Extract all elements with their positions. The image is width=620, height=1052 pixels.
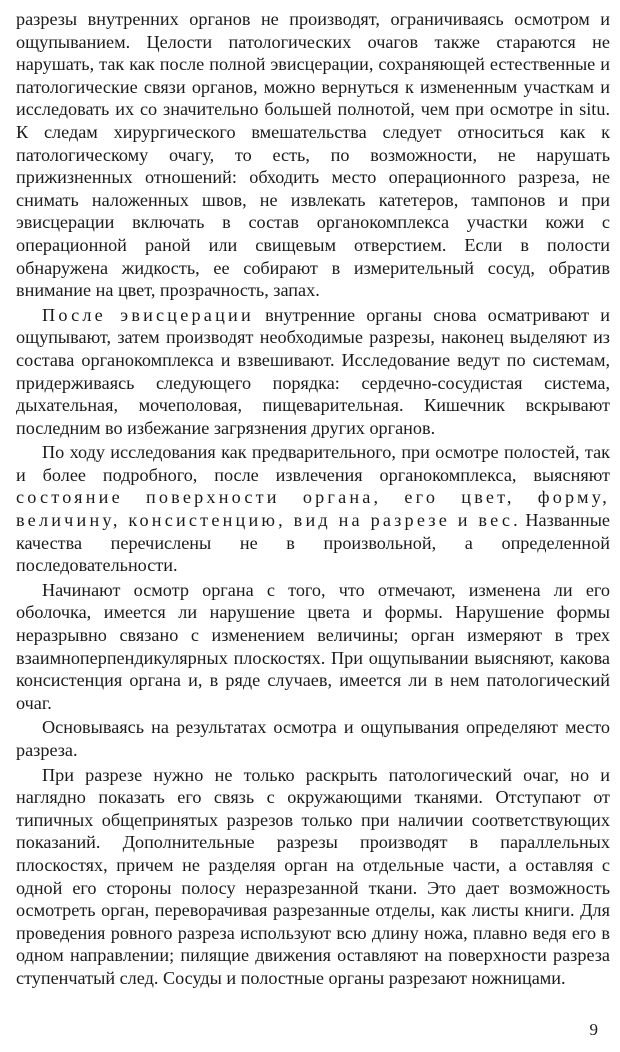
page-number: 9 <box>589 1020 598 1039</box>
paragraph <box>16 8 610 302</box>
paragraph <box>16 716 610 761</box>
paragraph-text: По ходу исследования как предварительного, при осмотре полостей, так и более подробного, после извлечения органокомплекса, выясняют <box>16 442 610 485</box>
paragraph-text: Названные качества перечислены не в произвольной, а определенной последовательности. <box>16 510 610 576</box>
page-body <box>16 8 610 990</box>
paragraph-text: При разрезе нужно не только раскрыть патологический очаг, но и наглядно показать его связь с окружающими тканями. Отступают от типичных общепринятых разрезов только при наличии соответствующих показаний. Дополнительные разрезы производят в параллельных плоскостях, причем не разделяя орган на отдельные части, а оставляя с одной его стороны полосу неразрезанной ткани. Это дает возможность осмотреть орган, переворачивая разрезанные отделы, как листы книги. Для проведения ровного разреза используют всю длину ножа, плавно ведя его в одном направлении; пилящие движения оставляют на поверхности разреза ступенчатый след. Сосуды и полостные органы разрезают ножницами. <box>16 764 610 988</box>
paragraph <box>16 441 610 577</box>
paragraph-text: внутренние органы снова осматривают и ощупывают, затем производят необходимые разрезы, наконец выделяют из состава органокомплекса и взвешивают. Исследование ведут по системам, придерживаясь следующего порядка: сердечно-сосудистая система, дыхательная, мочеполовая, пищеварительная. Кишечник вскрывают последним во избежание загрязнения других органов. <box>16 304 610 438</box>
paragraph <box>16 304 610 440</box>
paragraph-text: Основываясь на результатах осмотра и ощупывания определяют место разреза. <box>16 717 610 760</box>
spaced-emphasis: После эвисцерации <box>42 304 254 325</box>
paragraph <box>16 579 610 715</box>
spaced-emphasis: состояние поверхности органа, его цвет, форму, величину, консистенцию, вид на разрезе и вес. <box>16 487 610 531</box>
paragraph <box>16 764 610 990</box>
paragraph-text: Начинают осмотр органа с того, что отмечают, изменена ли его оболочка, имеется ли нарушение цвета и формы. Нарушение формы неразрывно связано с изменением величины; орган измеряют в трех взаимноперпендикулярных плоскостях. При ощупывании выясняют, какова консистенция органа и, в ряде случаев, имеется ли в нем патологический очаг. <box>16 579 610 713</box>
paragraph-text: разрезы внутренних органов не производят, ограничиваясь осмотром и ощупыванием. Целости патологических очагов также стараются не нарушать, так как после полной эвисцерации, сохраняющей естественные и патологические связи органов, можно вернуться к измененным участкам и исследовать их со значительно большей полнотой, чем при осмотре in situ. К следам хирургического вмешательства следует относиться как к патологическому очагу, то есть, по возможности, не нарушать прижизненных отношений: обходить место операционного разреза, не снимать наложенных швов, не извлекать катетеров, тампонов и при эвисцерации включать в состав органокомплекса участки кожи с операционной раной или свищевым отверстием. Если в полости обнаружена жидкость, ее собирают в измерительный сосуд, обратив внимание на цвет, прозрачность, запах. <box>16 9 610 301</box>
